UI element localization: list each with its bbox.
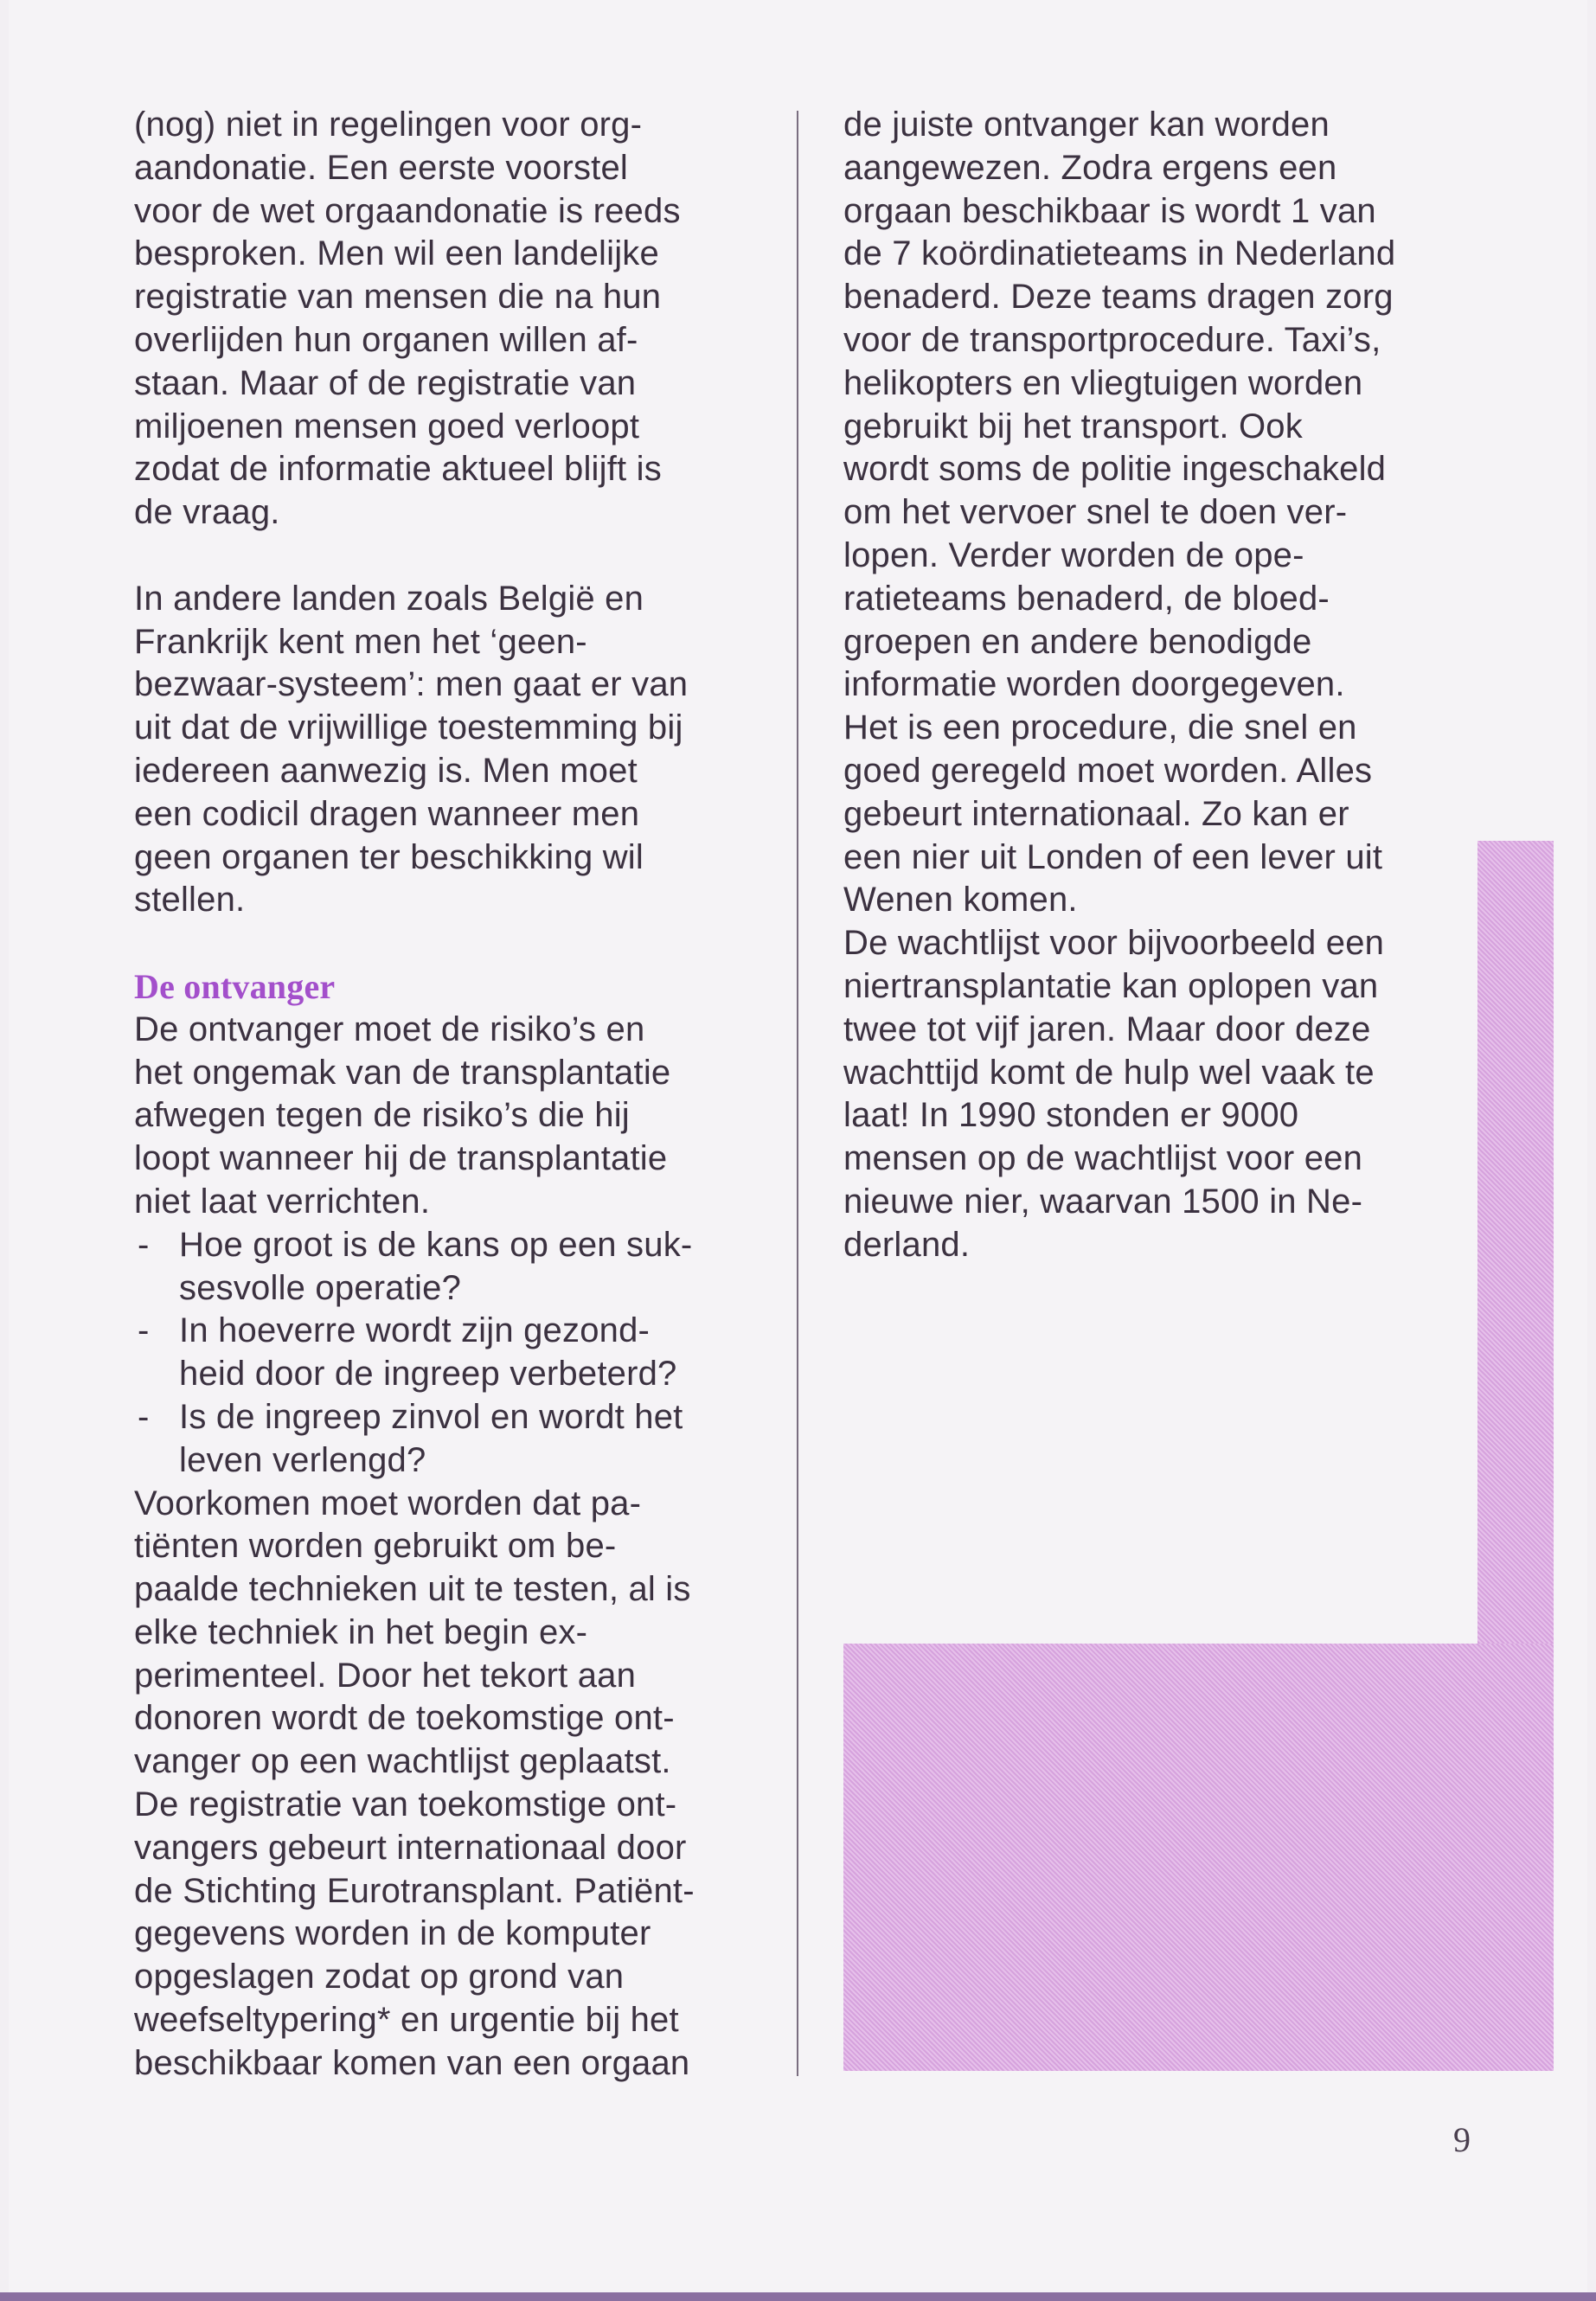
- text-line: aangewezen. Zodra ergens een: [843, 148, 1337, 187]
- text-line: Frankrijk kent men het ‘geen-: [134, 622, 587, 661]
- text-line: zodat de informatie aktueel blijft is: [134, 450, 662, 489]
- bullet-text: In hoeverre wordt zijn gezond-: [179, 1311, 651, 1350]
- text-line: gebruikt bij het transport. Ook: [843, 407, 1303, 445]
- text-line: de Stichting Eurotransplant. Patiënt-: [134, 1871, 695, 1910]
- text-line: derland.: [843, 1225, 971, 1264]
- text-line: niet laat verrichten.: [134, 1182, 431, 1221]
- paragraph-gap: [134, 535, 757, 578]
- text-line: het ongemak van de transplantatie: [134, 1053, 671, 1092]
- bullet-text: Is de ingreep zinvol en wordt het: [179, 1397, 683, 1436]
- right-column: [843, 104, 1466, 1267]
- text-line: een nier uit Londen of een lever uit: [843, 837, 1383, 876]
- text-line: niertransplantatie kan oplopen van: [843, 966, 1379, 1005]
- text-line: donoren wordt de toekomstige ont-: [134, 1699, 675, 1738]
- bullet-dash: -: [138, 1311, 150, 1350]
- text-line: helikopters en vliegtuigen worden: [843, 363, 1363, 402]
- text-line: informatie worden doorgegeven.: [843, 665, 1345, 704]
- bullet-list: [134, 1224, 757, 1483]
- bullet-continuation: heid door de ingreep verbeterd?: [179, 1355, 677, 1394]
- text-line: stellen.: [134, 881, 246, 920]
- text-line: iedereen aanwezig is. Men moet: [134, 751, 638, 790]
- text-line: paalde technieken uit te testen, al is: [134, 1570, 691, 1609]
- column-divider: [797, 111, 798, 2076]
- bullet-item: [134, 1224, 757, 1267]
- bottom-edge: [0, 2292, 1596, 2301]
- text-line: perimenteel. Door het tekort aan: [134, 1656, 637, 1695]
- text-line: tiënten worden gebruikt om be-: [134, 1527, 617, 1566]
- text-line: staan. Maar of de registratie van: [134, 363, 637, 402]
- text-line: geen organen ter beschikking wil: [134, 837, 644, 876]
- text-line: bezwaar-systeem’: men gaat er van: [134, 665, 689, 704]
- text-line: gebeurt internationaal. Zo kan er: [843, 794, 1349, 833]
- text-line: groepen en andere benodigde: [843, 622, 1312, 661]
- bullet-dash: -: [138, 1397, 150, 1436]
- text-line: Wenen komen.: [843, 881, 1078, 920]
- left-column: [134, 104, 757, 2086]
- paragraph-3: [134, 1009, 757, 1224]
- text-line: wordt soms de politie ingeschakeld: [843, 450, 1387, 489]
- text-line: overlijden hun organen willen af-: [134, 320, 638, 359]
- text-line: vangers gebeurt internationaal door: [134, 1828, 687, 1867]
- text-line: voor de wet orgaandonatie is reeds: [134, 191, 681, 230]
- text-line: De wachtlijst voor bijvoorbeeld een: [843, 924, 1385, 963]
- text-line: wachttijd komt de hulp wel vaak te: [843, 1053, 1375, 1092]
- text-line: Voorkomen moet worden dat pa-: [134, 1484, 642, 1522]
- text-line: twee tot vijf jaren. Maar door deze: [843, 1009, 1371, 1048]
- text-line: afwegen tegen de risiko’s die hij: [134, 1096, 630, 1135]
- text-line: vanger op een wachtlijst geplaatst.: [134, 1742, 671, 1781]
- text-line: besproken. Men wil een landelijke: [134, 234, 659, 273]
- text-line: goed geregeld moet worden. Alles: [843, 751, 1373, 790]
- section-heading: De ontvanger: [134, 966, 336, 1006]
- text-line: aandonatie. Een eerste voorstel: [134, 148, 629, 187]
- text-line: laat! In 1990 stonden er 9000: [843, 1096, 1299, 1135]
- text-line: elke techniek in het begin ex-: [134, 1612, 588, 1651]
- text-line: In andere landen zoals België en: [134, 579, 644, 618]
- decorative-band-horizontal: [843, 1644, 1554, 2071]
- text-line: een codicil dragen wanneer men: [134, 794, 640, 833]
- text-line: voor de transportprocedure. Taxi’s,: [843, 320, 1381, 359]
- text-line: beschikbaar komen van een orgaan: [134, 2043, 690, 2082]
- bullet-dash: -: [138, 1225, 150, 1264]
- text-line: registratie van mensen die na hun: [134, 278, 662, 317]
- text-line: de vraag.: [134, 493, 280, 532]
- paragraph-4: [134, 1483, 757, 2086]
- paragraph-gap: [134, 922, 757, 965]
- text-line: opgeslagen zodat op grond van: [134, 1958, 625, 1997]
- text-line: Het is een procedure, die snel en: [843, 708, 1357, 747]
- text-line: miljoenen mensen goed verloopt: [134, 407, 640, 445]
- text-line: benaderd. Deze teams dragen zorg: [843, 278, 1394, 317]
- paragraph-1: [134, 104, 757, 535]
- bullet-continuation: sesvolle operatie?: [179, 1268, 462, 1307]
- bullet-item: [134, 1396, 757, 1439]
- text-line: om het vervoer snel te doen ver-: [843, 493, 1348, 532]
- bullet-item: [134, 1310, 757, 1353]
- page-number: 9: [1453, 2120, 1471, 2159]
- paragraph-6: [843, 922, 1466, 1266]
- text-line: gegevens worden in de komputer: [134, 1914, 651, 1953]
- text-line: weefseltypering* en urgentie bij het: [134, 2001, 679, 2040]
- text-line: nieuwe nier, waarvan 1500 in Ne-: [843, 1182, 1363, 1221]
- text-line: uit dat de vrijwillige toestemming bij: [134, 708, 683, 747]
- text-line: de 7 koördinatieteams in Nederland: [843, 234, 1396, 273]
- text-line: loopt wanneer hij de transplantatie: [134, 1139, 668, 1178]
- text-line: De ontvanger moet de risiko’s en: [134, 1009, 645, 1048]
- text-line: orgaan beschikbaar is wordt 1 van: [843, 191, 1376, 230]
- paragraph-5: [843, 104, 1466, 922]
- text-line: ratieteams benaderd, de bloed-: [843, 579, 1330, 618]
- text-line: mensen op de wachtlijst voor een: [843, 1139, 1363, 1178]
- paragraph-2: [134, 578, 757, 922]
- text-line: (nog) niet in regelingen voor org-: [134, 106, 643, 144]
- text-line: De registratie van toekomstige ont-: [134, 1785, 677, 1824]
- bullet-continuation: leven verlengd?: [179, 1440, 426, 1479]
- text-line: lopen. Verder worden de ope-: [843, 535, 1304, 574]
- bullet-text: Hoe groot is de kans op een suk-: [179, 1225, 693, 1264]
- text-line: de juiste ontvanger kan worden: [843, 106, 1330, 144]
